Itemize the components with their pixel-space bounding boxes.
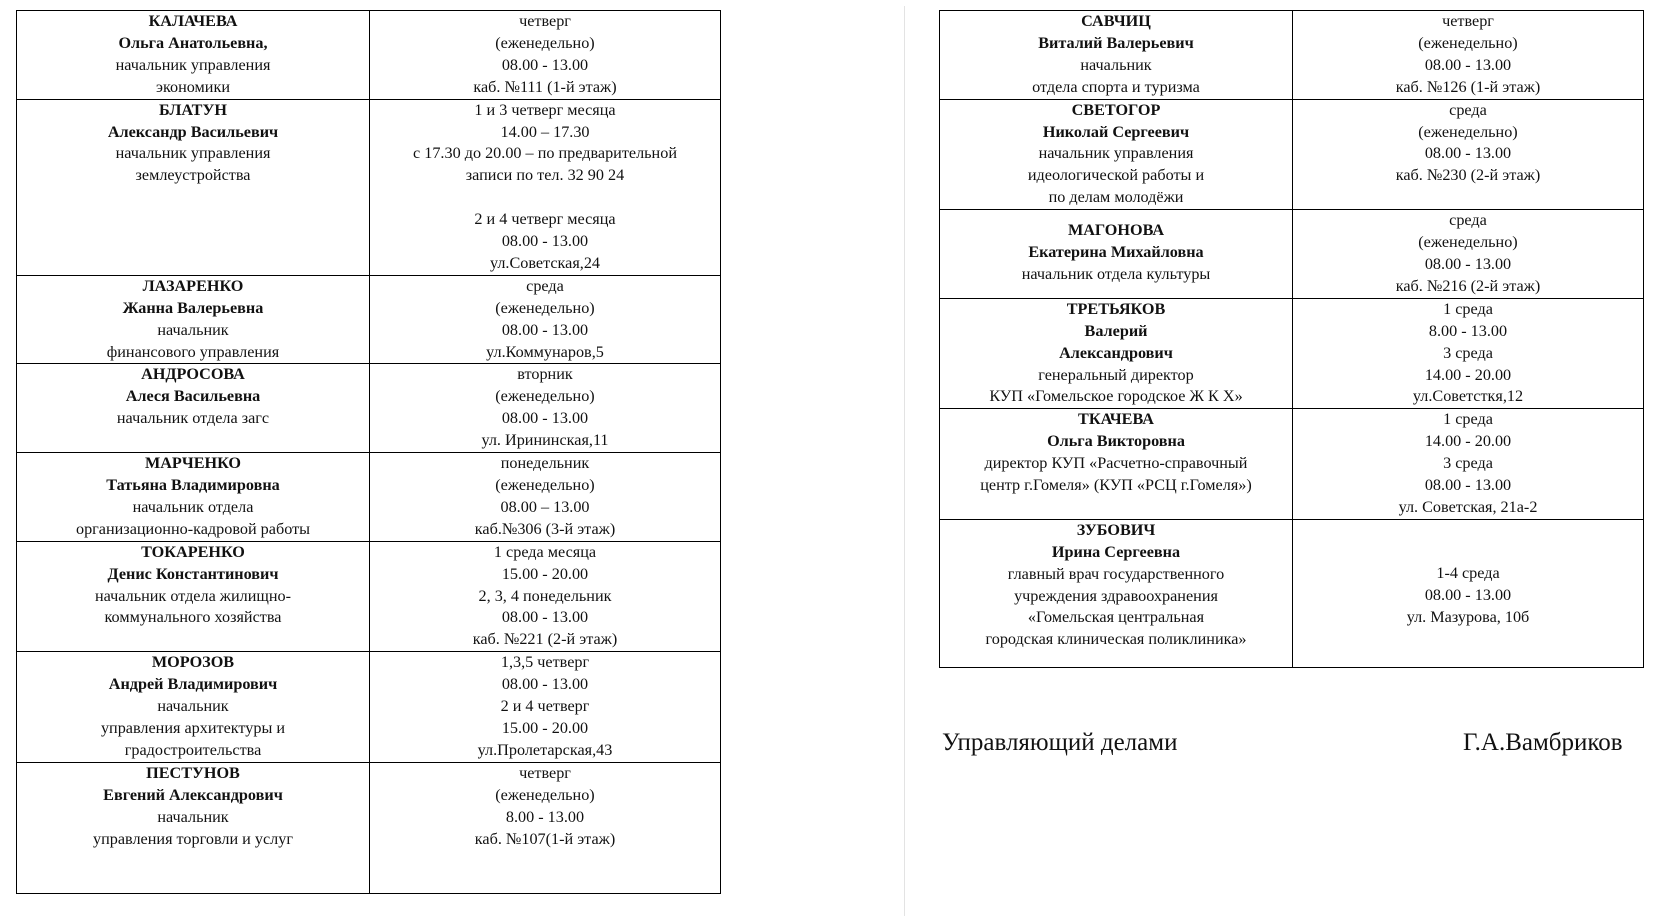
page-divider	[904, 6, 905, 916]
person-cell	[17, 453, 370, 542]
schedule-line: каб.№306 (3-й этаж)	[474, 519, 616, 538]
position-line: начальник	[157, 320, 229, 339]
schedule-line: 1 среда месяца	[493, 542, 597, 561]
schedule-line: 1 среда	[1443, 299, 1493, 318]
full-name: Виталий Валерьевич	[1038, 33, 1194, 52]
position-line: начальник отдела	[132, 497, 254, 516]
schedule-line: каб. №111 (1-й этаж)	[473, 77, 617, 96]
position-line: начальник отдела культуры	[1021, 264, 1211, 283]
surname: МАРЧЕНКО	[144, 454, 242, 473]
schedule-cell	[370, 763, 721, 894]
full-name: Ольга Викторовна	[1047, 432, 1185, 451]
schedule-line: ул. Мазурова, 10б	[1406, 607, 1530, 626]
schedule-cell	[370, 364, 721, 453]
table-row	[17, 364, 721, 453]
full-name: Андрей Владимирович	[108, 675, 278, 694]
table-row	[17, 275, 721, 364]
schedule-line: ул. Советская, 21а-2	[1398, 497, 1538, 516]
surname: ТОКАРЕНКО	[141, 542, 245, 561]
full-name: Валерий	[1084, 321, 1148, 340]
schedule-line: четверг	[519, 12, 571, 30]
table-row	[17, 763, 721, 894]
schedule-line: каб. №216 (2-й этаж)	[1395, 276, 1541, 295]
position-line: начальник	[157, 808, 229, 827]
schedule-line: 14.00 – 17.30	[500, 122, 590, 141]
full-name: Александр Васильевич	[107, 122, 279, 141]
schedule-line: среда	[1449, 211, 1487, 230]
surname: САВЧИЦ	[1081, 12, 1151, 30]
surname: МАГОНОВА	[1067, 221, 1165, 240]
schedule-line: 08.00 - 13.00	[1424, 144, 1512, 163]
schedule-line: 1 среда	[1443, 410, 1493, 429]
schedule-table-right	[939, 10, 1644, 668]
full-name: Ирина Сергеевна	[1051, 542, 1181, 561]
schedule-line: (еженедельно)	[1418, 233, 1518, 252]
surname: БЛАТУН	[159, 100, 227, 119]
schedule-line: 14.00 - 20.00	[1424, 432, 1512, 451]
schedule-line: 8.00 - 13.00	[505, 808, 585, 827]
position-line: главный врач государственного	[1007, 564, 1225, 583]
surname: ЗУБОВИЧ	[1076, 520, 1156, 539]
position-line: директор КУП «Расчетно-справочный	[984, 454, 1248, 473]
schedule-line: (еженедельно)	[495, 786, 595, 805]
position-line: начальник	[157, 697, 229, 716]
schedule-line: каб. №107(1-й этаж)	[474, 829, 616, 848]
schedule-cell	[1293, 99, 1644, 210]
full-name: Алеся Васильевна	[125, 387, 261, 406]
full-name: Жанна Валерьевна	[122, 298, 264, 317]
schedule-line: ул.Пролетарская,43	[477, 740, 613, 759]
schedule-line: записи по тел. 32 90 24	[465, 166, 625, 185]
person-cell	[17, 541, 370, 652]
person-cell	[17, 275, 370, 364]
position-line: организационно-кадровой работы	[75, 519, 311, 538]
schedule-line: вторник	[517, 365, 573, 384]
blank-line	[21, 187, 365, 209]
schedule-line: (еженедельно)	[1418, 122, 1518, 141]
surname: ТКАЧЕВА	[1078, 410, 1154, 429]
position-line: идеологической работы и	[1027, 166, 1205, 185]
surname: МОРОЗОВ	[151, 653, 235, 672]
person-cell	[17, 99, 370, 275]
schedule-line: 2 и 4 четверг месяца	[474, 210, 616, 229]
table-row	[17, 99, 721, 275]
position-line: начальник управления	[1038, 144, 1194, 163]
table-row	[940, 99, 1644, 210]
schedule-cell	[370, 275, 721, 364]
schedule-line: ул. Ирининская,11	[481, 431, 609, 450]
schedule-cell	[370, 652, 721, 763]
person-cell	[940, 409, 1293, 520]
person-cell	[940, 99, 1293, 210]
schedule-line: 08.00 - 13.00	[501, 409, 589, 428]
person-cell	[940, 519, 1293, 667]
signature-name: Г.А.Вамбриков	[1463, 729, 1623, 756]
full-name: Татьяна Владимировна	[106, 476, 280, 495]
position-line: начальник отдела загс	[116, 409, 270, 428]
schedule-line: 08.00 - 13.00	[1424, 254, 1512, 273]
schedule-line: 1,3,5 четверг	[500, 653, 590, 672]
schedule-line: среда	[526, 276, 564, 295]
schedule-table-left	[16, 10, 721, 894]
position-line: землеустройства	[135, 166, 251, 185]
surname: ПЕСТУНОВ	[146, 764, 240, 783]
surname: ТРЕТЬЯКОВ	[1066, 299, 1166, 318]
schedule-cell	[370, 11, 721, 100]
position-line: по делам молодёжи	[1048, 188, 1184, 207]
position-line: начальник управления	[115, 55, 271, 74]
table-row	[940, 519, 1644, 667]
schedule-line: (еженедельно)	[495, 33, 595, 52]
schedule-cell	[370, 453, 721, 542]
table-row	[940, 210, 1644, 299]
schedule-line: 8.00 - 13.00	[1428, 321, 1508, 340]
person-cell	[17, 11, 370, 100]
schedule-line: 1-4 среда	[1436, 563, 1500, 582]
full-name: Екатерина Михайловна	[1028, 243, 1204, 262]
schedule-line: 08.00 - 13.00	[1424, 476, 1512, 495]
schedule-line: 08.00 - 13.00	[501, 232, 589, 251]
schedule-line: (еженедельно)	[495, 476, 595, 495]
schedule-cell	[1293, 210, 1644, 299]
schedule-line: 3 среда	[1443, 343, 1493, 362]
position-line: начальник управления	[115, 144, 271, 163]
schedule-line: 08.00 - 13.00	[501, 675, 589, 694]
full-name: Николай Сергеевич	[1042, 122, 1190, 141]
position-line: управления торговли и услуг	[93, 829, 293, 848]
person-cell	[940, 210, 1293, 299]
schedule-line: 08.00 – 13.00	[500, 497, 590, 516]
table-row	[17, 453, 721, 542]
schedule-line: понедельник	[500, 454, 590, 473]
schedule-line: каб. №126 (1-й этаж)	[1395, 77, 1541, 96]
schedule-line: 08.00 - 13.00	[1424, 55, 1512, 74]
position-line: коммунального хозяйства	[104, 608, 282, 627]
schedule-line: 14.00 - 20.00	[1424, 365, 1512, 384]
surname: КАЛАЧЕВА	[148, 12, 238, 30]
table-row	[940, 409, 1644, 520]
full-name: Денис Константинович	[107, 564, 279, 583]
schedule-line: каб. №230 (2-й этаж)	[1395, 166, 1541, 185]
position-line: центр г.Гомеля» (КУП «РСЦ г.Гомеля»)	[980, 476, 1252, 495]
schedule-line: 08.00 - 13.00	[501, 55, 589, 74]
position-line: городская клиническая поликлиника»	[985, 630, 1247, 649]
schedule-line: ул.Коммунаров,5	[486, 342, 604, 361]
surname: СВЕТОГОР	[1071, 100, 1161, 119]
position-line: генеральный директор	[1038, 365, 1194, 384]
surname: АНДРОСОВА	[141, 365, 245, 384]
position-line: экономики	[156, 77, 230, 96]
full-name-continued: Александрович	[1059, 343, 1173, 362]
person-cell	[17, 364, 370, 453]
table-row	[17, 541, 721, 652]
schedule-line: 1 и 3 четверг месяца	[474, 100, 616, 119]
schedule-cell	[1293, 298, 1644, 409]
schedule-line: 3 среда	[1443, 454, 1493, 473]
table-row	[940, 298, 1644, 409]
schedule-line: 15.00 - 20.00	[501, 564, 589, 583]
position-line: отдела спорта и туризма	[1032, 77, 1200, 96]
position-line: начальник отдела жилищно-	[94, 586, 292, 605]
full-name: Евгений Александрович	[103, 786, 283, 805]
position-line: финансового управления	[106, 342, 280, 361]
schedule-line: 08.00 - 13.00	[501, 608, 589, 627]
schedule-line: (еженедельно)	[495, 298, 595, 317]
person-cell	[940, 298, 1293, 409]
person-cell	[17, 763, 370, 894]
schedule-line: 08.00 - 13.00	[1424, 585, 1512, 604]
schedule-line: четверг	[1442, 12, 1494, 30]
table-row	[17, 652, 721, 763]
schedule-line: 2, 3, 4 понедельник	[478, 586, 612, 605]
schedule-line: среда	[1449, 100, 1487, 119]
table-row	[17, 11, 721, 100]
position-line: учреждения здравоохранения	[1014, 586, 1218, 605]
schedule-line: каб. №221 (2-й этаж)	[472, 630, 618, 649]
position-line: «Гомельская центральная	[1027, 608, 1205, 627]
schedule-cell	[1293, 11, 1644, 100]
signature-title: Управляющий делами	[942, 729, 1178, 756]
blank-line	[374, 187, 716, 209]
surname: ЛАЗАРЕНКО	[142, 276, 244, 295]
schedule-cell	[1293, 409, 1644, 520]
schedule-line: 15.00 - 20.00	[501, 718, 589, 737]
schedule-line: (еженедельно)	[1418, 33, 1518, 52]
schedule-line: четверг	[519, 764, 571, 783]
position-line: КУП «Гомельское городское Ж К Х»	[989, 387, 1243, 406]
schedule-line: с 17.30 до 20.00 – по предварительной	[413, 144, 677, 163]
position-line: градостроительства	[124, 740, 262, 759]
table-row	[940, 11, 1644, 100]
schedule-cell	[370, 541, 721, 652]
schedule-line: 08.00 - 13.00	[501, 320, 589, 339]
position-line: начальник	[1080, 55, 1152, 74]
schedule-line: 2 и 4 четверг	[500, 697, 590, 716]
person-cell	[940, 11, 1293, 100]
person-cell	[17, 652, 370, 763]
schedule-cell	[1293, 519, 1644, 667]
position-line: управления архитектуры и	[100, 718, 286, 737]
schedule-line: ул.Советская,24	[489, 253, 601, 272]
schedule-cell	[370, 99, 721, 275]
schedule-line: (еженедельно)	[495, 387, 595, 406]
schedule-line: ул.Советсткя,12	[1412, 387, 1524, 406]
full-name: Ольга Анатольевна,	[118, 33, 268, 52]
